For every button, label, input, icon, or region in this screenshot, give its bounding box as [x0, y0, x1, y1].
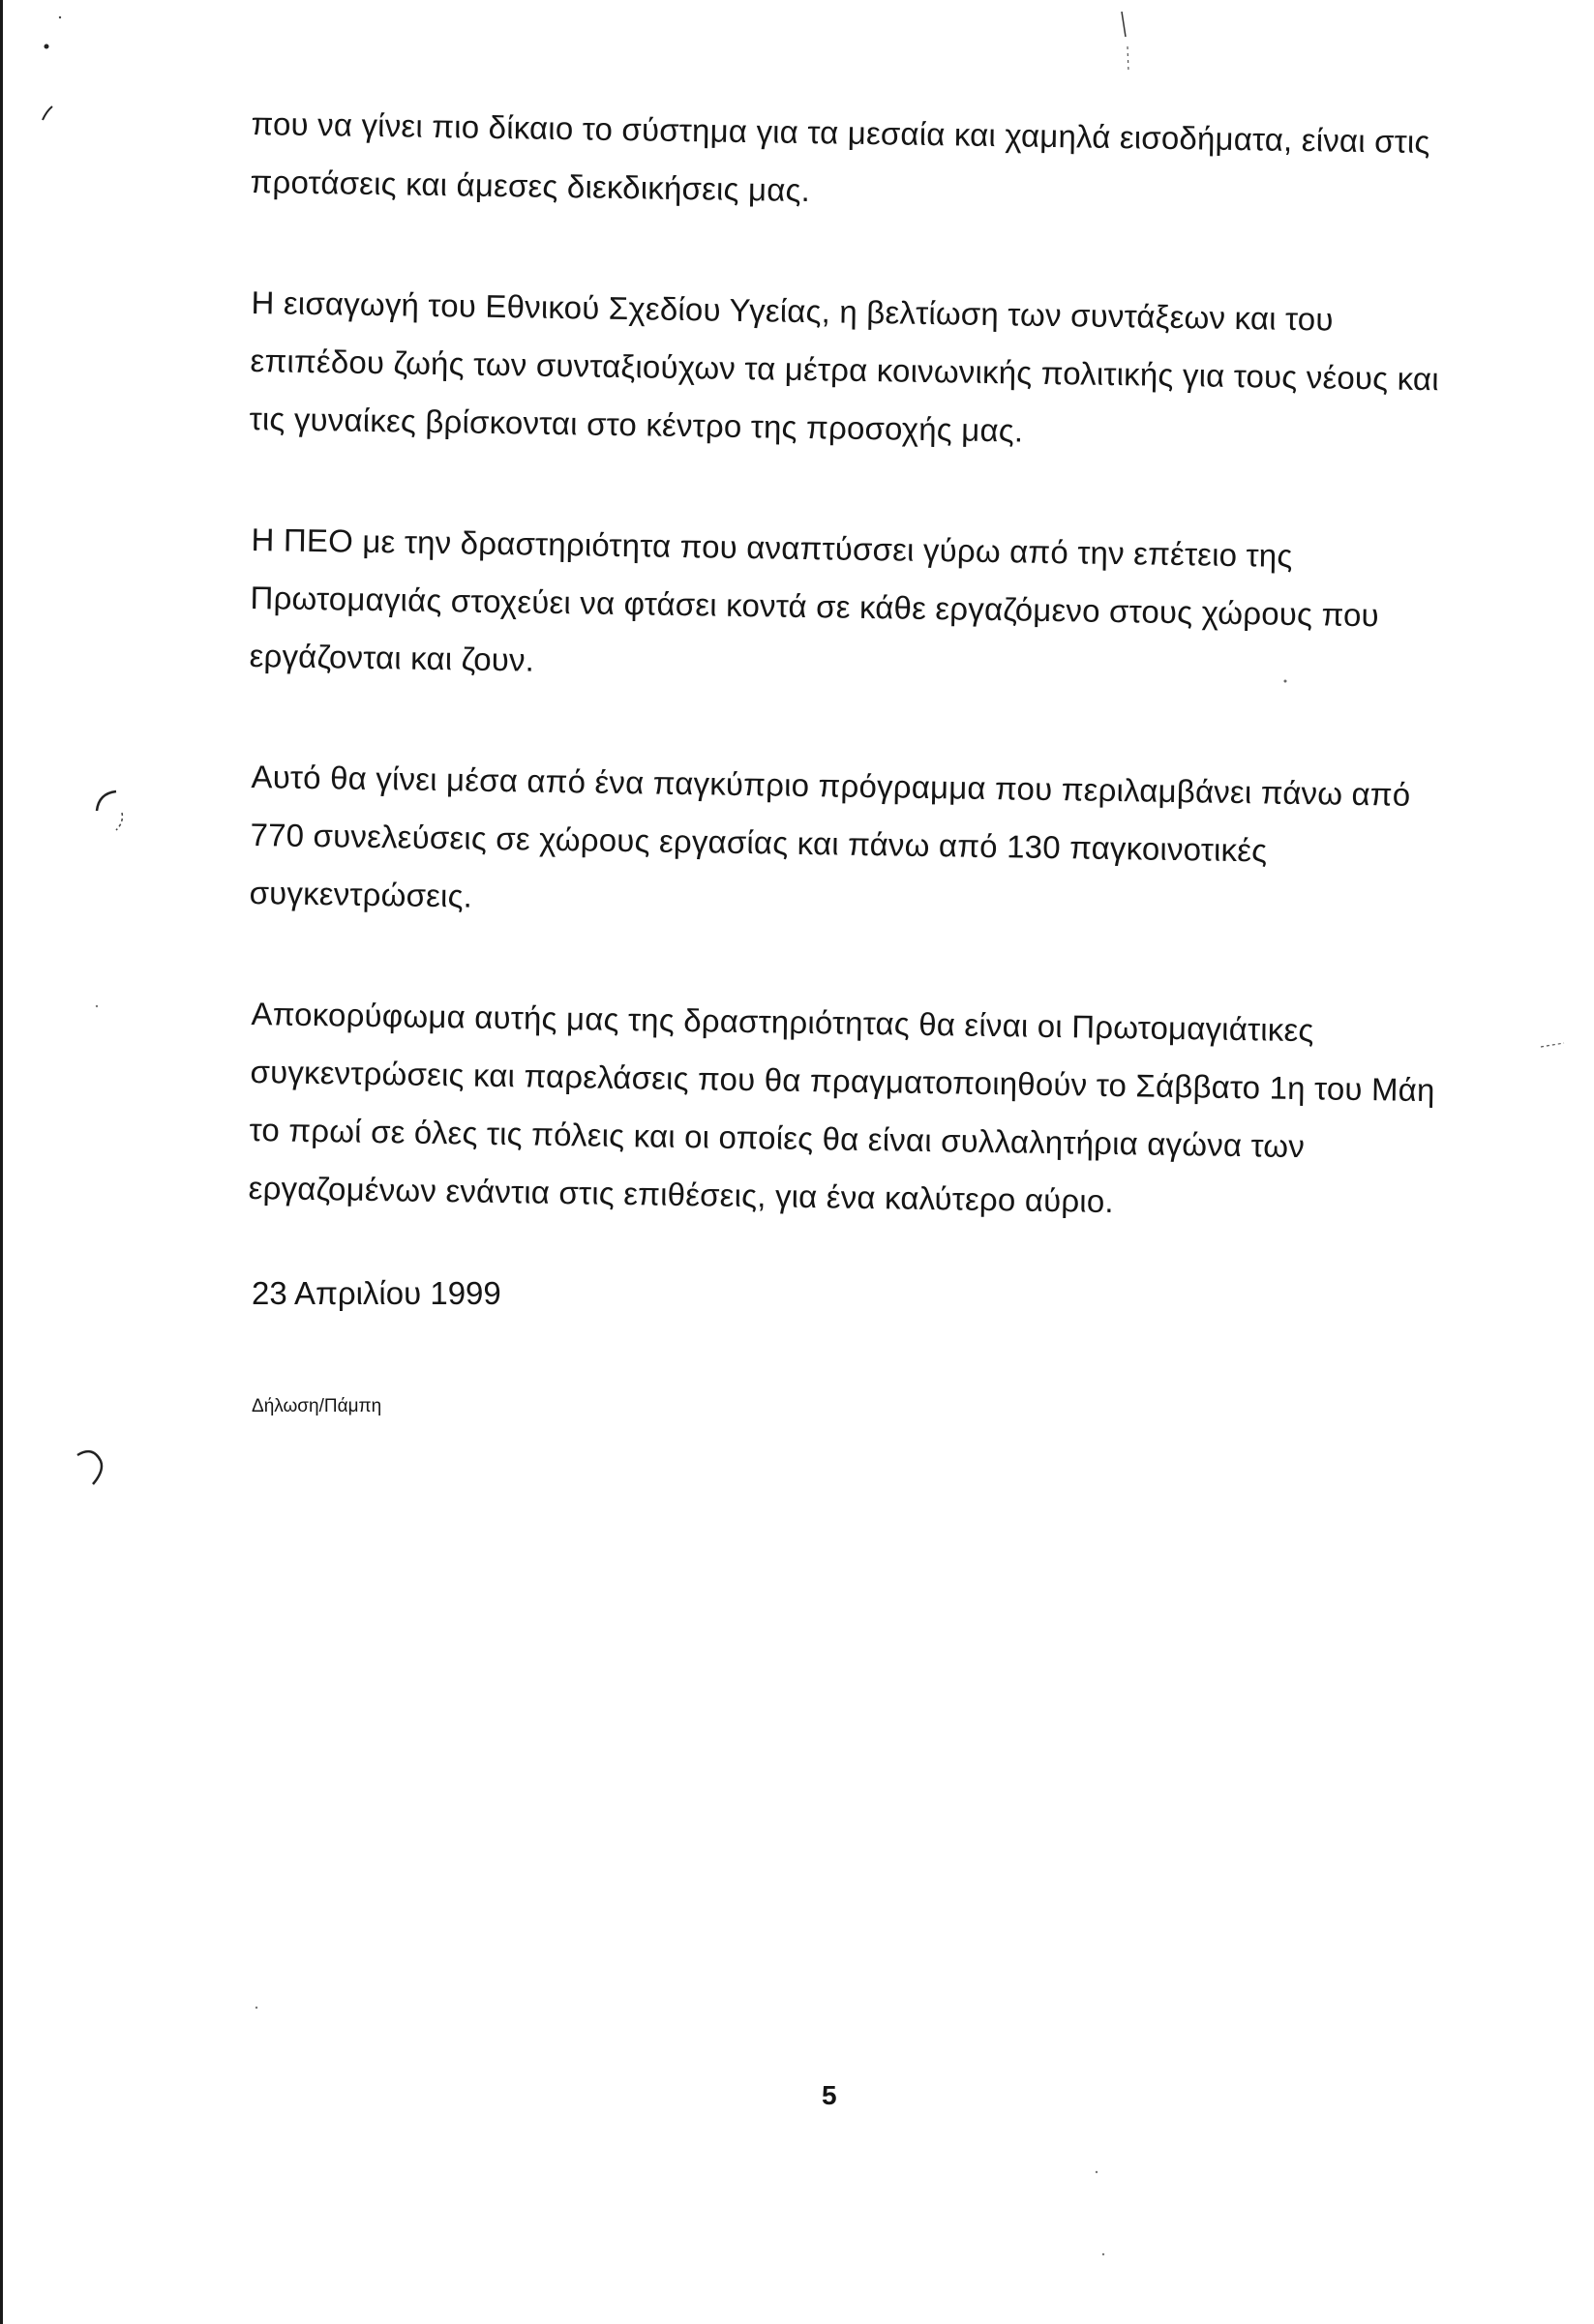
page-number: 5: [822, 2080, 837, 2110]
paragraph-1: που να γίνει πιο δίκαιο το σύστημα για τα μεσαία και χαμηλά εισοδήματα, είναι στις προτάσεις και άμεσες διεκδικήσεις μας.: [250, 104, 1430, 209]
signature-reference: Δήλωση/Πάμπη: [252, 1396, 382, 1416]
paragraph-4: Αυτό θα γίνει μέσα από ένα παγκύπριο πρόγραμμα που περιλαμβάνει πάνω από 770 συνελεύσεις σε χώρους εργασίας και πάνω από 130 παγκοινοτικές συγκεντρώσεις.: [249, 758, 1411, 914]
paragraph-3: Η ΠΕΟ με την δραστηριότητα που αναπτύσσει γύρω από την επέτειο της Πρωτομαγιάς στοχεύει να φτάσει κοντά σε κάθε εργαζόμενο στους χώρους που εργάζονται και ζουν.: [249, 521, 1380, 678]
document-date: 23 Απριλίου 1999: [252, 1275, 501, 1311]
paragraph-2: Η εισαγωγή του Εθνικού Σχεδίου Υγείας, η βελτίωση των συντάξεων και του επιπέδου ζωής των συνταξιούχων τα μέτρα κοινωνικής πολιτικής για τους νέους και τις γυναίκες βρίσκονται στο κέντρο της προσοχής μας.: [249, 283, 1440, 449]
paragraph-5: Αποκορύφωμα αυτής μας της δραστηριότητας θα είναι οι Πρωτομαγιάτικες συγκεντρώσεις και παρελάσεις που θα πραγματοποιηθούν το Σάββατο 1η του Μάη το πρωί σε όλες τις πόλεις και οι οποίες θα είναι συλλαλητήρια αγώνα των εργαζομένων ενάντια στις επιθέσεις, για ένα καλύτερο αύριο.: [248, 995, 1435, 1220]
